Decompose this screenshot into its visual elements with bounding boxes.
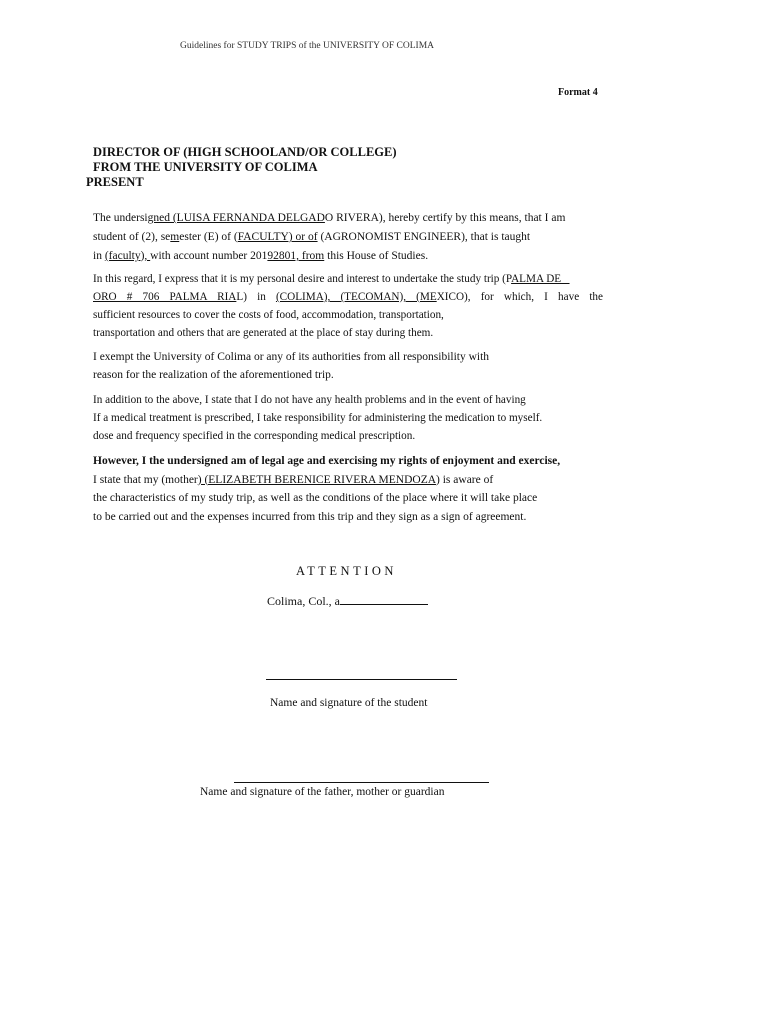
paragraph-line: However, I the undersigned am of legal age and exercising my rights of enjoyment and exercise, <box>93 455 561 467</box>
student-signature-label: Name and signature of the student <box>270 697 428 709</box>
paragraph-line: reason for the realization of the aforementioned trip. <box>93 369 334 381</box>
addressee-line-3: PRESENT <box>86 175 144 189</box>
text: (AGRONOMIST ENGINEER), that is taught <box>317 231 531 243</box>
paragraph-line: dose and frequency specified in the corresponding medical prescription. <box>93 430 416 442</box>
underlined-location: (COLIMA), (TECOMAN), (ME <box>275 291 437 303</box>
text: O RIVERA), hereby certify by this means, that I am <box>324 212 566 224</box>
text: in <box>93 250 105 262</box>
student-signature-line <box>266 679 457 680</box>
underlined-faculty: FACULTY) or of <box>237 231 318 243</box>
addressee-line-1: DIRECTOR OF (HIGH SCHOOLAND/OR COLLEGE) <box>93 145 397 159</box>
paragraph-line <box>93 209 603 228</box>
paragraph-health <box>93 391 603 445</box>
text: In this regard, I express that it is my personal desire and interest to undertake the study trip (P <box>93 273 512 285</box>
underlined-guardian-name: ) (ELIZABETH BERENICE RIVERA MENDOZA <box>197 473 437 486</box>
addressee-block <box>0 145 397 190</box>
addressee-line-2: FROM THE UNIVERSITY OF COLIMA <box>93 160 318 174</box>
paragraph-line <box>93 471 603 490</box>
text: student of (2), se <box>93 231 171 243</box>
paragraph-trip-intent <box>93 270 603 342</box>
paragraph-line: If a medical treatment is prescribed, I take responsibility for administering the medication to myself. <box>93 412 543 424</box>
paragraph-line: the characteristics of my study trip, as well as the conditions of the place where it will take place <box>93 492 538 504</box>
underlined-faculty: (faculty), <box>104 250 151 262</box>
text: this House of Studies. <box>324 250 429 262</box>
text: ) is aware of <box>436 473 494 486</box>
text: L) in <box>236 291 276 303</box>
guardian-signature-label: Name and signature of the father, mother or guardian <box>200 786 445 798</box>
paragraph-line: to be carried out and the expenses incurred from this trip and they sign as a sign of agreement. <box>93 510 527 523</box>
text: I state that my (mother <box>93 473 198 486</box>
paragraph-line: transportation and others that are generated at the place of stay during them. <box>93 327 434 339</box>
paragraph-line <box>93 288 603 306</box>
paragraph-line <box>93 270 603 288</box>
text: XICO), for which, I have the <box>436 291 603 303</box>
paragraph-line <box>93 228 603 247</box>
place-date-line <box>267 594 428 609</box>
text: ester (E) of ( <box>179 231 238 243</box>
running-header: Guidelines for STUDY TRIPS of the UNIVERSITY OF COLIMA <box>180 41 435 51</box>
paragraph-line <box>93 247 603 266</box>
date-blank <box>340 594 428 605</box>
text: with account number 201 <box>150 250 268 262</box>
underlined-destination: ALMA DE <box>511 273 570 285</box>
underlined-destination: ORO # 706 PALMA RIA <box>93 291 237 303</box>
attention-heading: ATTENTION <box>296 564 397 578</box>
paragraph-exemption <box>93 348 603 384</box>
paragraph-line: In addition to the above, I state that I do not have any health problems and in the event of having <box>93 394 526 406</box>
guardian-signature-line <box>234 782 489 783</box>
place-date-text: Colima, Col., a <box>267 594 340 608</box>
underlined-text: m <box>170 231 180 243</box>
paragraph-guardian-consent <box>93 452 603 526</box>
paragraph-line: I exempt the University of Colima or any of its authorities from all responsibility with <box>93 351 490 363</box>
underlined-student-name: gned (LUISA FERNANDA DELGAD <box>147 212 325 224</box>
paragraph-certification <box>93 209 603 266</box>
format-label: Format 4 <box>558 87 598 98</box>
underlined-account-number: 92801, from <box>267 250 325 262</box>
paragraph-line: sufficient resources to cover the costs of food, accommodation, transportation, <box>93 309 444 321</box>
text: The undersi <box>93 212 148 224</box>
